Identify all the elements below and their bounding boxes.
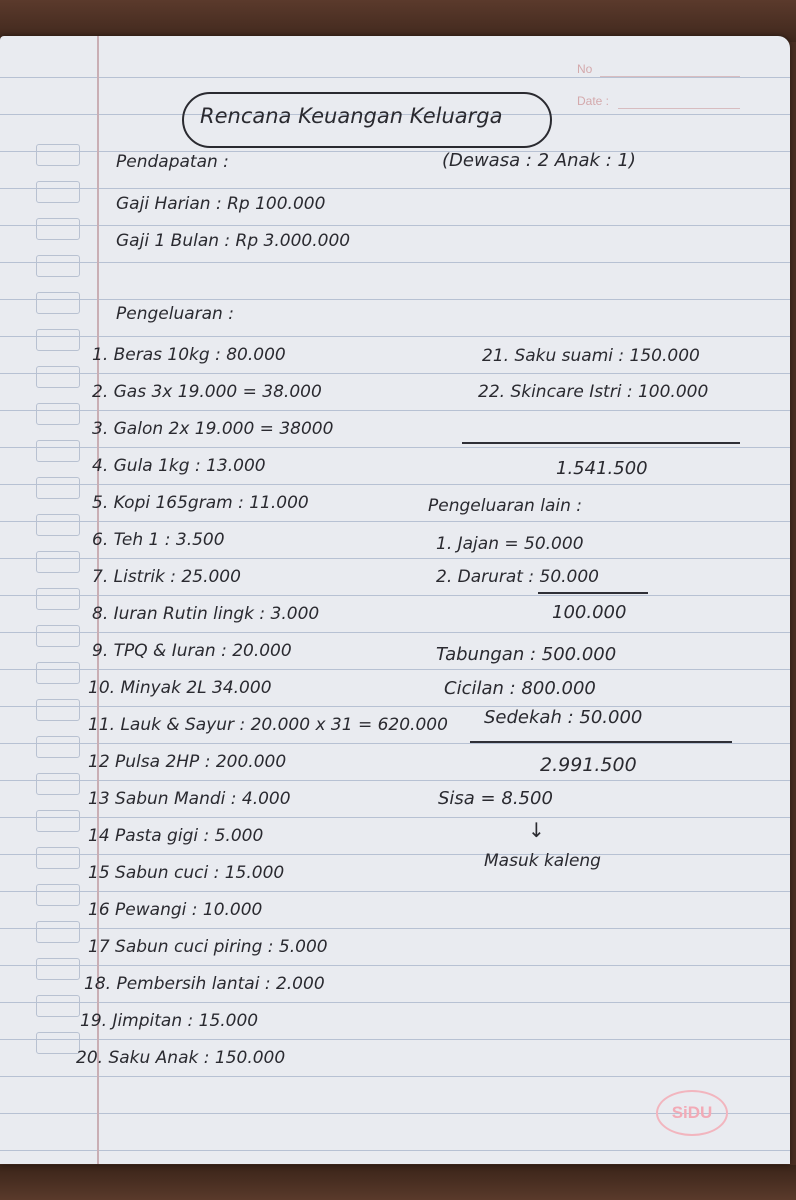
expense-item: 12 Pulsa 2HP : 200.000 (88, 752, 287, 772)
expense-item: 19. Jimpitan : 15.000 (80, 1011, 259, 1031)
expense-item: 2. Gas 3x 19.000 = 38.000 (92, 382, 322, 402)
expense-item: 7. Listrik : 25.000 (92, 567, 241, 587)
date-label: Date : (577, 94, 610, 108)
page-title: Rencana Keuangan Keluarga (200, 104, 503, 128)
other-rule (538, 592, 648, 594)
expense-item: 14 Pasta gigi : 5.000 (88, 826, 264, 846)
expense-item: 3. Galon 2x 19.000 = 38000 (92, 419, 334, 439)
expense-item: 10. Minyak 2L 34.000 (88, 678, 272, 698)
other-item: 1. Jajan = 50.000 (436, 534, 584, 554)
subtotal-rule (462, 442, 740, 444)
expense-item: 15 Sabun cuci : 15.000 (88, 863, 285, 883)
grand-total: 2.991.500 (540, 754, 637, 776)
destination-note: Masuk kaleng (484, 851, 601, 871)
other-item: 2. Darurat : 50.000 (436, 567, 599, 587)
expense-item: 17 Sabun cuci piring : 5.000 (88, 937, 328, 957)
down-arrow-icon: ↓ (528, 818, 545, 842)
monthly-wage: Gaji 1 Bulan : Rp 3.000.000 (116, 231, 351, 251)
expenses-subtotal: 1.541.500 (556, 458, 648, 479)
expense-item: 20. Saku Anak : 150.000 (76, 1048, 286, 1068)
savings-sedekah: Sedekah : 50.000 (484, 707, 643, 728)
income-heading: Pendapatan : (116, 152, 229, 172)
other-subtotal: 100.000 (552, 602, 627, 623)
household-info: (Dewasa : 2 Anak : 1) (442, 150, 636, 171)
savings-tabungan: Tabungan : 500.000 (436, 644, 617, 665)
expense-item: 4. Gula 1kg : 13.000 (92, 456, 266, 476)
expense-item: 6. Teh 1 : 3.500 (92, 530, 225, 550)
expense-item-right: 21. Saku suami : 150.000 (482, 346, 700, 366)
expenses-heading: Pengeluaran : (116, 304, 234, 324)
other-heading: Pengeluaran lain : (428, 496, 583, 516)
no-line (600, 76, 740, 77)
wooden-table-bottom (0, 1165, 796, 1200)
expense-item: 9. TPQ & Iuran : 20.000 (92, 641, 292, 661)
expense-item: 16 Pewangi : 10.000 (88, 900, 263, 920)
expense-item-right: 22. Skincare Istri : 100.000 (478, 382, 709, 402)
sidu-logo: SiDU (656, 1090, 728, 1136)
remainder: Sisa = 8.500 (438, 788, 553, 809)
expense-item: 18. Pembersih lantai : 2.000 (84, 974, 325, 994)
savings-cicilan: Cicilan : 800.000 (444, 678, 596, 699)
date-line (618, 108, 740, 109)
total-rule (470, 741, 732, 743)
no-label: No (577, 62, 593, 76)
daily-wage: Gaji Harian : Rp 100.000 (116, 194, 326, 214)
expense-item: 5. Kopi 165gram : 11.000 (92, 493, 309, 513)
expense-item: 13 Sabun Mandi : 4.000 (88, 789, 291, 809)
expense-item: 1. Beras 10kg : 80.000 (92, 345, 286, 365)
expense-item: 11. Lauk & Sayur : 20.000 x 31 = 620.000 (88, 715, 448, 735)
expense-item: 8. Iuran Rutin lingk : 3.000 (92, 604, 320, 624)
